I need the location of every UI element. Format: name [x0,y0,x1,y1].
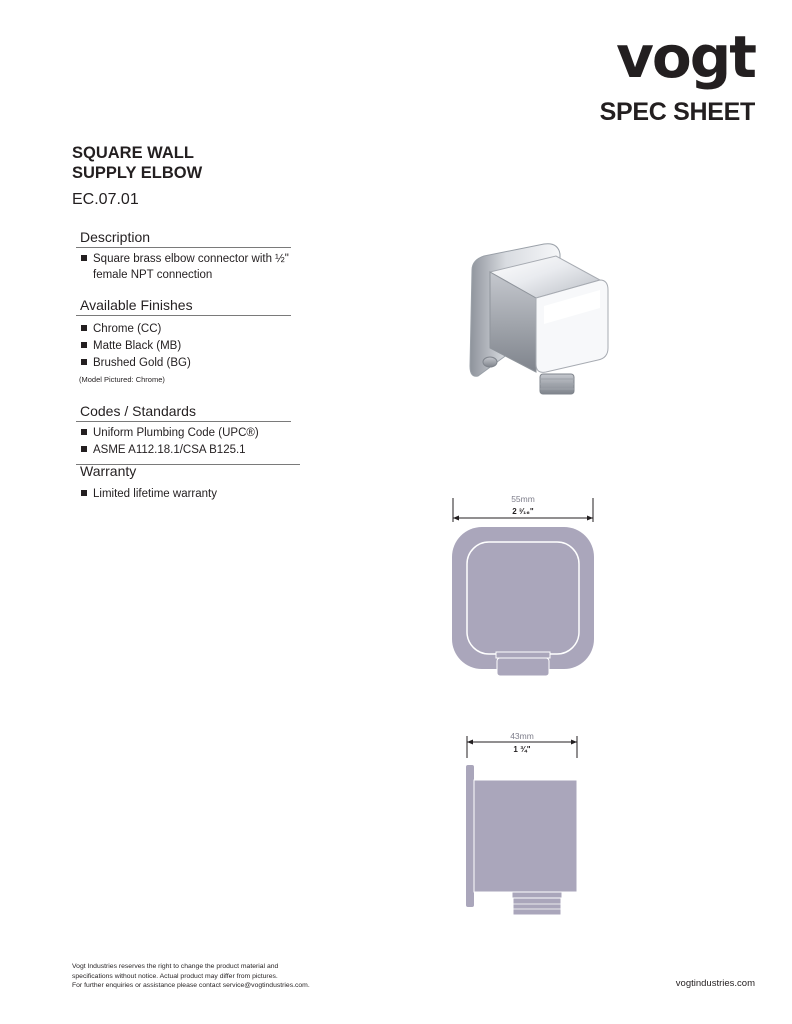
footer-line2: specifications without notice. Actual product may differ from pictures. [72,972,278,980]
product-title-line2: SUPPLY ELBOW [72,164,203,182]
description-section [76,229,291,283]
front-width-mm: 55mm [511,494,535,504]
warranty-heading: Warranty [80,463,137,479]
spec-sheet-title: SPEC SHEET [599,98,755,126]
finishes-heading: Available Finishes [76,297,291,316]
arrow-left-icon [453,516,459,521]
side-collar [512,892,562,898]
warranty-divider [76,464,300,465]
product-title [72,143,312,183]
codes-section [76,403,291,458]
side-depth-in: 1 ¾" [513,745,531,754]
footer-disclaimer [72,962,372,991]
front-collar [496,652,550,658]
warranty-section [76,463,300,502]
side-outlet-thread [513,898,561,915]
warranty-item: Limited lifetime warranty [76,486,300,502]
side-wall-plate [466,765,474,907]
description-heading: Description [76,229,291,248]
side-view-drawing [455,728,590,918]
product-code: EC.07.01 [72,191,139,208]
description-item: Square brass elbow connector with ½" female NPT connection [76,251,291,283]
model-pictured-note: (Model Pictured: Chrome) [79,375,165,384]
side-arrow-left-icon [467,740,473,745]
side-arrow-right-icon [571,740,577,745]
vogt-logo: vogt [616,23,755,91]
footer-line1: Vogt Industries reserves the right to change the product material and [72,963,279,970]
code-item-upc: Uniform Plumbing Code (UPC®) [76,425,291,441]
front-elbow-face [467,542,579,654]
finish-item-brushed-gold: Brushed Gold (BG) [76,355,291,371]
side-elbow-body [474,780,577,892]
product-photo [460,236,620,400]
footer-website-link[interactable]: vogtindustries.com [675,978,755,989]
arrow-right-icon [587,516,593,521]
finishes-section [76,297,291,384]
codes-heading: Codes / Standards [76,403,291,422]
side-depth-mm: 43mm [510,731,534,741]
footer-line3: For further enquiries or assistance please contact service@vogtindustries.com. [72,982,310,989]
front-outlet [497,658,549,676]
code-item-asme: ASME A112.18.1/CSA B125.1 [76,442,291,458]
finish-item-chrome: Chrome (CC) [76,321,291,337]
front-width-in: 2 ³⁄₁₆" [512,507,534,516]
finish-item-matte-black: Matte Black (MB) [76,338,291,354]
product-title-line1: SQUARE WALL [72,144,194,162]
front-view-drawing [440,490,610,685]
